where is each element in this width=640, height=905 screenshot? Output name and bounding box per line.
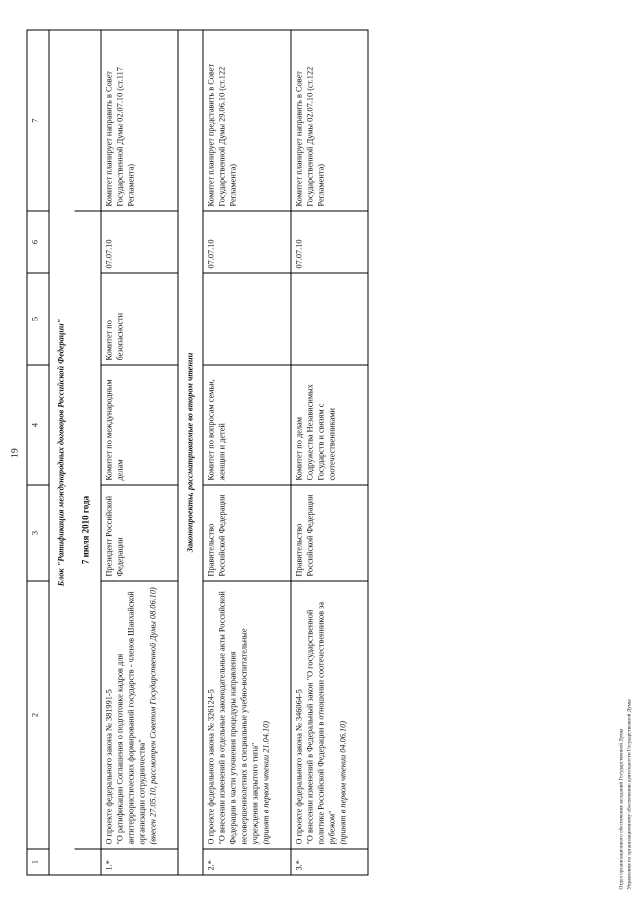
table-row xyxy=(203,30,291,875)
date-title: 7 июля 2010 года xyxy=(79,495,90,564)
table-row xyxy=(291,30,368,875)
date-row-left-spacer xyxy=(74,849,100,875)
subject-title: О проекте федерального закона № 326124-5 xyxy=(206,688,216,844)
row-co-committee: Комитет по безопасности xyxy=(100,273,177,365)
row-subject xyxy=(291,581,368,849)
subject-title: О проекте федерального закона № 346064-5 xyxy=(294,688,304,844)
column-number-5: 5 xyxy=(27,273,49,365)
row-note: Комитет планирует направить в Совет Государственной Думы 02.07.10 (ст.117 Регламента) xyxy=(100,30,177,211)
row-subject xyxy=(100,581,177,849)
subject-note: (внесен 27.05.10, рассмотрен Советом Государственной Думы 08.06.10) xyxy=(147,586,157,844)
row-date: 07.07.10 xyxy=(291,211,368,273)
subject-body: "О внесении изменений в отдельные законодательные акты Российской Федерации в части уточнения процедуры направления несовершеннолетних в специальные учебно-воспитательные учреждения закрытого типа" xyxy=(217,590,260,844)
agenda-table xyxy=(26,29,368,875)
row-committee: Комитет по вопросам семьи, женщин и детей xyxy=(203,365,291,485)
column-number-2: 2 xyxy=(27,581,49,849)
footer-line-1: Отдел организационного обеспечения заседаний Государственной Думы xyxy=(618,728,625,889)
row-date: 07.07.10 xyxy=(100,211,177,273)
row-subject xyxy=(203,581,291,849)
footer-line-2: Управления по организационному обеспечению деятельности Государственной Думы xyxy=(626,698,633,889)
row-note: Комитет планирует представить в Совет Государственной Думы 29.06.10 (ст.122 Регламента) xyxy=(203,30,291,211)
row-committee: Комитет по делам Содружества Независимых Государств и связям с соотечественниками xyxy=(291,365,368,485)
second-reading-title-row xyxy=(177,30,203,875)
column-number-6: 6 xyxy=(27,211,49,273)
row-co-committee xyxy=(291,273,368,365)
row-committee: Комитет по международным делам xyxy=(100,365,177,485)
page-number: 19 xyxy=(10,447,20,458)
subject-note: (принят в первом чтении 04.06.10) xyxy=(337,720,347,844)
row-co-committee xyxy=(203,273,291,365)
column-number-3: 3 xyxy=(27,485,49,581)
column-number-7: 7 xyxy=(27,30,49,211)
subject-note: (принят в первом чтении 21.04.10) xyxy=(261,720,271,844)
block-title: Блок "Ратификация международных договоров Российской Федерации" xyxy=(49,30,74,875)
column-number-row xyxy=(27,30,49,875)
row-note: Комитет планирует направить в Совет Государственной Думы 02.07.10 (ст.122 Регламента) xyxy=(291,30,368,211)
row-number: 1.* xyxy=(100,849,177,875)
column-number-1: 1 xyxy=(27,849,49,875)
row-initiator: Правительство Российской Федерации xyxy=(203,485,291,581)
second-reading-title: Законопроекты, рассматриваемые во втором чтении xyxy=(177,30,203,875)
row-number: 3.* xyxy=(291,849,368,875)
block-title-row xyxy=(49,30,74,875)
row-date: 07.07.10 xyxy=(203,211,291,273)
row-initiator: Правительство Российской Федерации xyxy=(291,485,368,581)
footer xyxy=(618,699,634,889)
row-number: 2.* xyxy=(203,849,291,875)
date-title-row xyxy=(74,30,100,875)
row-initiator: Президент Российской Федерации xyxy=(100,485,177,581)
date-row-right-spacer xyxy=(74,30,100,211)
subject-title: О проекте федерального закона № 381991-5 xyxy=(103,688,113,844)
table-row xyxy=(100,30,177,875)
subject-body: "О ратификации Соглашения о подготовке кадров для антитеррористических формирований государств - членов Шанхайской организации сотрудничества" xyxy=(114,590,146,844)
column-number-4: 4 xyxy=(27,365,49,485)
subject-body: "О внесении изменений в Федеральный закон "О государственной политике Российской Федерации в отношении соотечественников за рубежом" xyxy=(305,601,336,844)
